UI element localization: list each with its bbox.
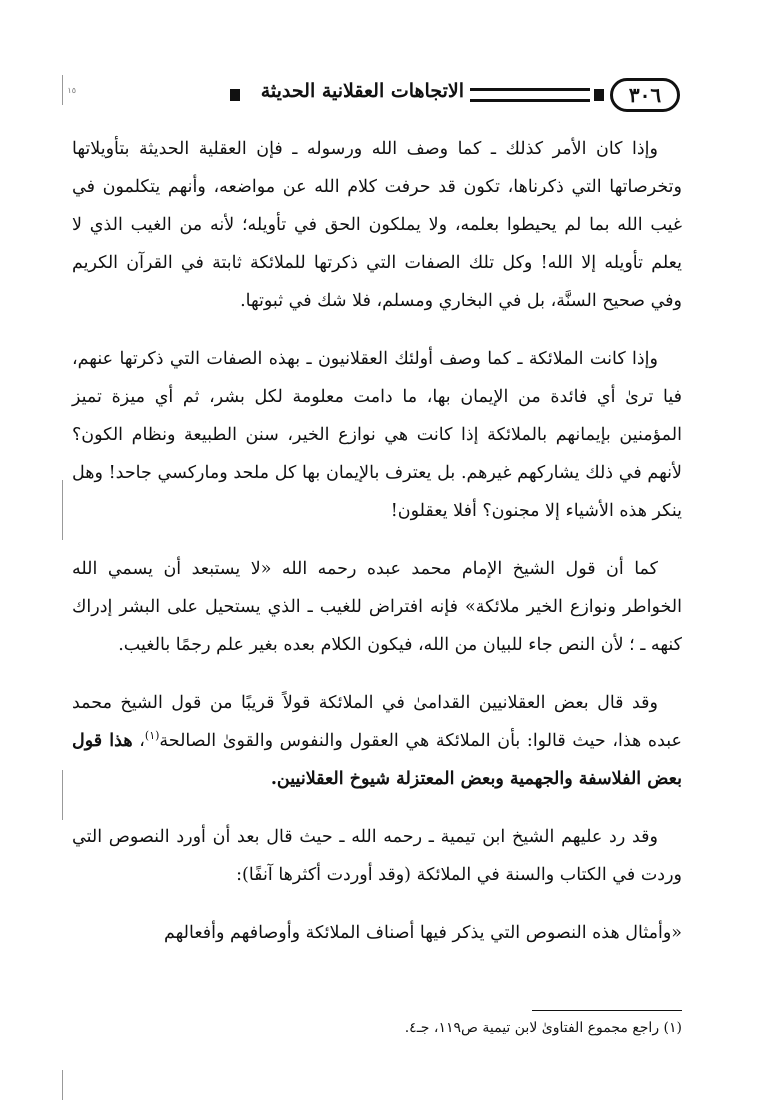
margin-line	[62, 480, 63, 540]
paragraph-1: وإذا كان الأمر كذلك ـ كما وصف الله ورسوله ـ فإن العقلية الحديثة بتأويلاتها وتخرصاتها التي ذكرناها، تكون قد حرفت كلام الله عن مواضعه، وأنهم يتكلمون في غيب الله بما لم يحيطوا بعلمه، ولا يملكون الحق في تأويله؛ لأنه من الغيب الذي لا يعلم تأويله إلا الله! وكل تلك الصفات التي ذكرتها للملائكة ثابتة في القرآن الكريم وفي صحيح السنَّة، بل في البخاري ومسلم، فلا شك في ثبوتها.	[72, 139, 682, 311]
paragraph-4-sep: ،	[132, 731, 145, 751]
footnote: (١) راجع مجموع الفتاوىٰ لابن تيمية ص١١٩، جـ٤.	[404, 1020, 682, 1036]
margin-line	[62, 770, 63, 820]
margin-line	[62, 1070, 63, 1100]
paragraph-5: وقد رد عليهم الشيخ ابن تيمية ـ رحمه الله ـ حيث قال بعد أن أورد النصوص التي وردت في الكتاب والسنة في الملائكة (وقد أوردت أكثرها آنفًا):	[72, 827, 682, 885]
page-number: ٣٠٦	[610, 78, 680, 112]
footnote-ref: (١)	[144, 729, 160, 743]
paragraph-4	[72, 684, 682, 798]
side-mark: ١٥	[67, 86, 76, 95]
paragraph-4-text: وقد قال بعض العقلانيين القدامىٰ في الملائكة قولاً قريبًا من قول الشيخ محمد عبده هذا، حيث قالوا: بأن الملائكة هي العقول والنفوس والقوىٰ الصالحة	[72, 693, 682, 751]
paragraph-6-quote: «وأمثال هذه النصوص التي يذكر فيها أصناف الملائكة وأوصافهم وأفعالهم	[163, 923, 682, 943]
header-double-rule	[470, 88, 590, 102]
running-header	[67, 78, 680, 118]
paragraph-4-bold: هذا قول بعض الفلاسفة والجهمية وبعض المعتزلة شيوخ العقلانيين.	[72, 731, 682, 789]
paragraph-2: وإذا كانت الملائكة ـ كما وصف أولئك العقلانيون ـ بهذه الصفات التي ذكرتها عنهم، فيا ترىٰ أي فائدة من الإيمان بها، ما دامت معلومة لكل بشر، ثم أي ميزة تميز المؤمنين بإيمانهم بالملائكة إذا كانت هي نوازع الخير، سنن الطبيعة ونظام الكون؟ لأنهم في ذلك يشاركهم غيرهم. بل يعترف بالإيمان بها كل ملحد وماركسي جاحد! وهل ينكر هذه الأشياء إلا مجنون؟ أفلا يعقلون!	[72, 349, 682, 521]
header-square-ornament	[230, 89, 240, 101]
footnote-rule	[532, 1010, 682, 1011]
body-text	[72, 130, 682, 952]
running-title: الاتجاهات العقلانية الحديثة	[260, 80, 464, 102]
paragraph-3: كما أن قول الشيخ الإمام محمد عبده رحمه الله «لا يستبعد أن يسمي الله الخواطر ونوازع الخير ملائكة» فإنه افتراض للغيب ـ الذي يستحيل على البشر إدراك كنهه ـ ؛ لأن النص جاء للبيان من الله، فيكون الكلام بعده بغير علم رجمًا بالغيب.	[72, 559, 682, 655]
margin-line	[62, 75, 63, 105]
header-square-ornament	[594, 89, 604, 101]
